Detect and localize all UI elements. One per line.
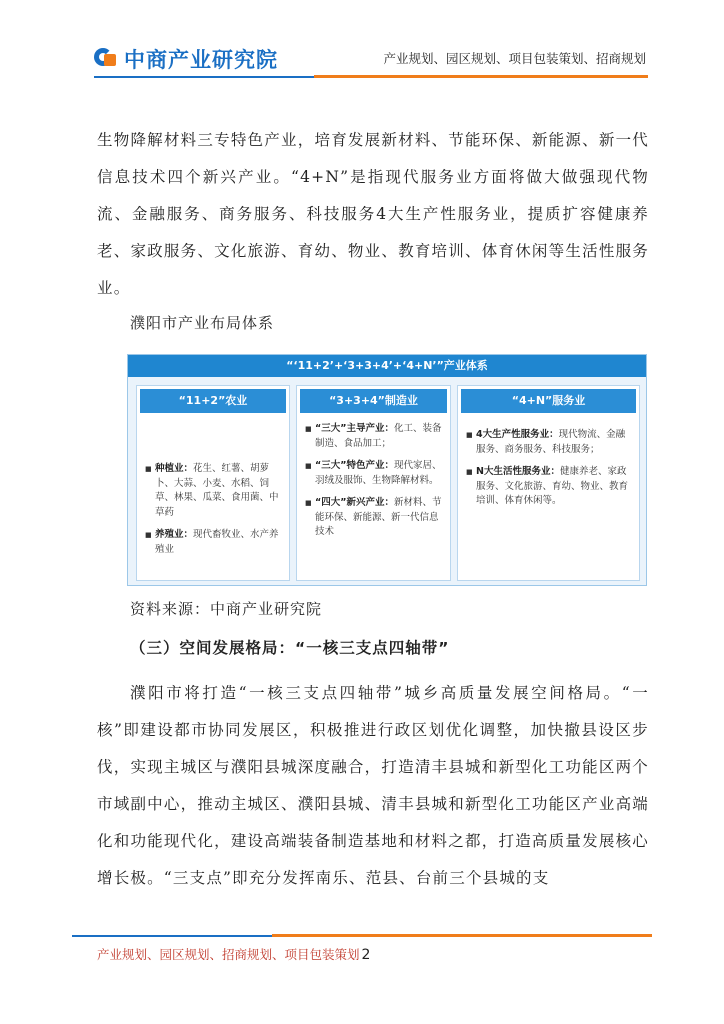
column-heading: “4+N”服务业 [461, 389, 636, 413]
footer-divider-orange [272, 934, 652, 937]
services-column [457, 385, 640, 581]
list-item: ■ “三大”主导产业：化工、装备制造、食品加工； [305, 422, 442, 451]
logo-text: 中商产业研究院 [124, 48, 278, 72]
list-item: ■ 种植业：花生、红薯、胡萝卜、大蒜、小麦、水稻、饲草、林果、瓜菜、食用菌、中草药 [145, 462, 281, 520]
figure-title: “‘11+2’+‘3+3+4’+‘4+N’”产业体系 [128, 355, 646, 377]
page-footer [97, 945, 370, 963]
logo-mark-icon [94, 46, 120, 72]
list-item: ■ “三大”特色产业：现代家居、羽绒及服饰、生物降解材料。 [305, 459, 442, 488]
header-divider-blue [94, 76, 314, 78]
list-item: ■ N大生活性服务业：健康养老、家政服务、文化旅游、育幼、物业、教育培训、体育休闲等。 [466, 465, 631, 509]
footer-text: 产业规划、园区规划、招商规划、项目包装策划 [97, 947, 360, 962]
agriculture-column [136, 385, 290, 581]
footer-divider-blue [72, 935, 272, 937]
column-heading: “11+2”农业 [140, 389, 286, 413]
body-paragraph-2: 濮阳市将打造“一核三支点四轴带”城乡高质量发展空间格局。“一核”即建设都市协同发展区，积极推进行政区划优化调整，加快撤县设区步伐，实现主城区与濮阳县城深度融合，打造清丰县城和新型化工功能区两个市域副中心，推动主城区、濮阳县城、清丰县城和新型化工功能区产业高端化和功能现代化，建设高端装备制造基地和材料之都，打造高质量发展核心增长极。“三支点”即充分发挥南乐、范县、台前三个县城的支 [97, 684, 649, 887]
page-header [0, 0, 724, 82]
industry-system-figure [127, 354, 647, 586]
header-divider-orange [314, 75, 648, 78]
column-heading: “3+3+4”制造业 [300, 389, 447, 413]
logo [94, 44, 278, 74]
source-note: 资料来源：中商产业研究院 [130, 600, 323, 618]
list-item: ■ 养殖业：现代畜牧业、水产养殖业 [145, 528, 281, 557]
list-item: ■ 4大生产性服务业：现代物流、金融服务、商务服务、科技服务； [466, 428, 631, 457]
figure-caption: 濮阳市产业布局体系 [130, 314, 275, 332]
list-item: ■ “四大”新兴产业：新材料、节能环保、新能源、新一代信息技术 [305, 496, 442, 540]
header-tagline: 产业规划、园区规划、项目包装策划、招商规划 [383, 51, 646, 66]
section-heading: （三）空间发展格局：“一核三支点四轴带” [130, 639, 450, 657]
page-number: 2 [361, 947, 371, 963]
manufacturing-column [296, 385, 451, 581]
body-paragraph-1: 生物降解材料三专特色产业，培育发展新材料、节能环保、新能源、新一代信息技术四个新兴产业。“4+N”是指现代服务业方面将做大做强现代物流、金融服务、商务服务、科技服务4大生产性服务业，提质扩容健康养老、家政服务、文化旅游、育幼、物业、教育培训、体育休闲等生活性服务业。 [97, 131, 649, 297]
